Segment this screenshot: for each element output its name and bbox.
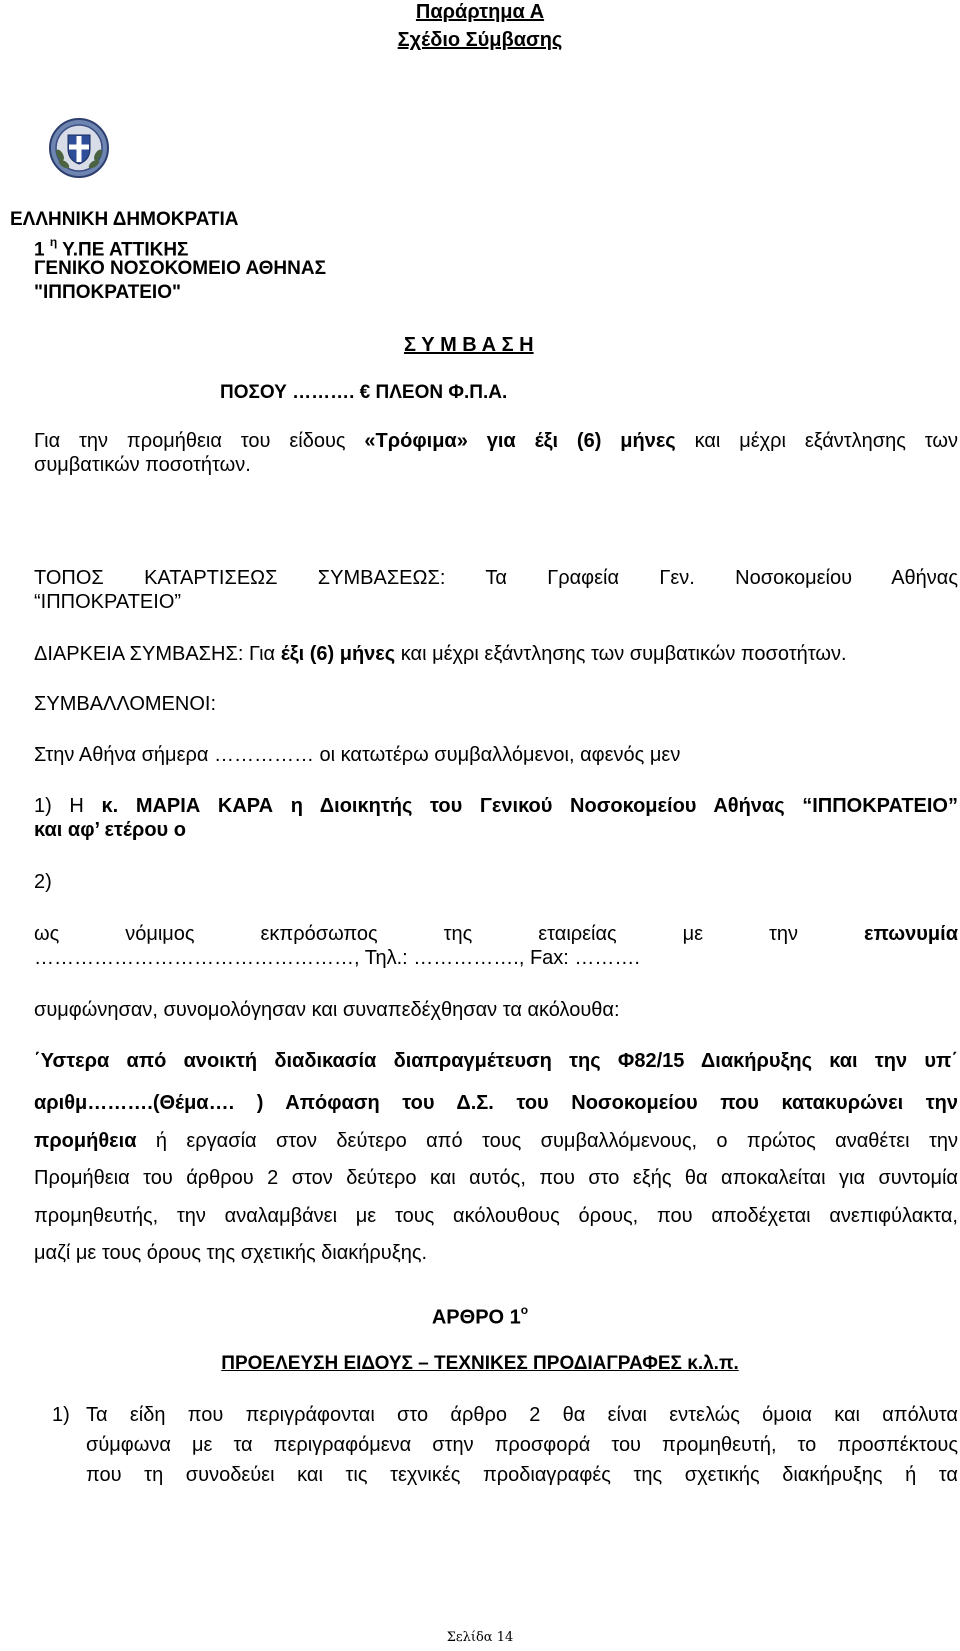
article-item-line-1: Τα είδη που περιγράφονται στο άρθρο 2 θα είναι εντελώς όμοια και απόλυτα: [86, 1404, 958, 1426]
representative-text: ως νόμιμος εκπρόσωπος της εταιρείας με την: [34, 923, 799, 945]
issuer-line-1: ΕΛΛΗΝΙΚΗ ΔΗΜΟΚΡΑΤΙΑ: [10, 209, 239, 230]
purpose-text-c: και μέχρι εξάντλησης των: [694, 430, 958, 452]
contract-amount-line: ΠΟΣΟΥ ………. € ΠΛΕΟΝ Φ.Π.Α.: [220, 382, 508, 403]
party-1-line-2: και αφ’ ετέρου ο: [34, 819, 186, 841]
annex-subtitle: Σχέδιο Σύμβασης: [397, 29, 563, 51]
party-1-number: 1) Η: [34, 795, 84, 817]
duration-text-c: και μέχρι εξάντλησης των συμβατικών ποσοτήτων.: [400, 643, 847, 665]
representative-line-2: …………………………………………, Τηλ.: ……………., Fax: ……….: [34, 947, 640, 969]
after-line-3: [34, 1129, 958, 1153]
issuer-line-2-number: 1: [34, 239, 45, 261]
duration-text-a: ΔΙΑΡΚΕΙΑ ΣΥΜΒΑΣΗΣ: Για: [34, 643, 276, 665]
today-line: Στην Αθήνα σήμερα …………… οι κατωτέρω συμβαλλόμενοι, αφενός μεν: [34, 744, 681, 766]
purpose-line-2: συμβατικών ποσοτήτων.: [34, 454, 251, 476]
issuer-line-3: ΓΕΝΙΚΟ ΝΟΣΟΚΟΜΕΙΟ ΑΘΗΝΑΣ: [34, 258, 326, 279]
article-title-text: ΑΡΘΡΟ 1: [431, 1306, 521, 1329]
greek-state-emblem-icon: [48, 117, 110, 179]
article-item-line-2: σύμφωνα με τα περιγραφόμενα στην προσφορά του προμηθευτή, το προσπέκτους: [86, 1434, 958, 1456]
issuer-line-2-rest: Υ.ΠΕ ΑΤΤΙΚΗΣ: [62, 239, 189, 261]
parties-label: ΣΥΜΒΑΛΛΟΜΕΝΟΙ:: [34, 693, 217, 715]
duration-text-b: έξι (6) μήνες: [280, 643, 396, 665]
article-subtitle: ΠΡΟΕΛΕΥΣΗ ΕΙΔΟΥΣ – ΤΕΧΝΙΚΕΣ ΠΡΟΔΙΑΓΡΑΦΕΣ κ.λ.π.: [221, 1353, 739, 1374]
article-title: [0, 1300, 960, 1330]
party-1-line-1: [34, 794, 958, 818]
purpose-text-b: «Τρόφιμα» για έξι (6) μήνες: [364, 430, 676, 452]
place-line-2: “ΙΠΠΟΚΡΑΤΕΙΟ”: [34, 591, 182, 613]
contract-title: Σ Υ Μ Β Α Σ Η: [404, 334, 534, 356]
purpose-text-a: Για την προμήθεια του είδους: [34, 430, 346, 452]
article-item-number: 1): [52, 1404, 70, 1426]
after-line-4: Προμήθεια του άρθρου 2 στον δεύτερο και αυτός, που στο εξής θα αποκαλείται για συντομία: [34, 1167, 958, 1189]
representative-name-label: επωνυμία: [864, 923, 958, 945]
article-title-sup: ο: [520, 1303, 529, 1317]
representative-line-1: [34, 922, 958, 946]
purpose-line-1: [34, 429, 958, 453]
annex-title: Παράρτημα Α: [415, 1, 545, 23]
page-number: Σελίδα 14: [446, 1630, 514, 1645]
issuer-line-2-sup: η: [49, 235, 58, 249]
after-line-3-rest: ή εργασία στον δεύτερο από τους συμβαλλόμενους, ο πρώτος αναθέτει την: [155, 1130, 958, 1152]
agreed-line: συμφώνησαν, συνομολόγησαν και συναπεδέχθησαν τα ακόλουθα:: [34, 999, 620, 1021]
after-line-2: αριθμ……….(Θέμα…. ) Απόφαση του Δ.Σ. του Νοσοκομείου που κατακυρώνει την: [34, 1092, 958, 1114]
after-line-6: μαζί με τους όρους της σχετικής διακήρυξης.: [34, 1242, 428, 1264]
place-line-1: ΤΟΠΟΣ ΚΑΤΑΡΤΙΣΕΩΣ ΣΥΜΒΑΣΕΩΣ: Τα Γραφεία Γεν. Νοσοκομείου Αθήνας: [34, 567, 958, 589]
article-item-line-3: που τη συνοδεύει και τις τεχνικές προδιαγραφές της σχετικής διακήρυξης ή τα: [86, 1464, 958, 1486]
after-line-1: ΄Υστερα από ανοικτή διαδικασία διαπραγμέτευση της Φ82/15 Διακήρυξης και την υπ΄: [34, 1050, 958, 1072]
party-1-name: κ. ΜΑΡΙΑ ΚΑΡΑ η Διοικητής του Γενικού Νοσοκομείου Αθήνας “ΙΠΠΟΚΡΑΤΕΙΟ”: [101, 795, 958, 817]
after-line-3-bold: προμήθεια: [34, 1130, 137, 1152]
after-line-5: προμηθευτής, την αναλαμβάνει με τους ακόλουθους όρους, που αποδέχεται ανεπιφύλακτα,: [34, 1205, 958, 1227]
party-2-label: 2): [34, 871, 52, 893]
issuer-line-4: "ΙΠΠΟΚΡΑΤΕΙΟ": [34, 282, 181, 303]
duration-line: [34, 642, 958, 666]
